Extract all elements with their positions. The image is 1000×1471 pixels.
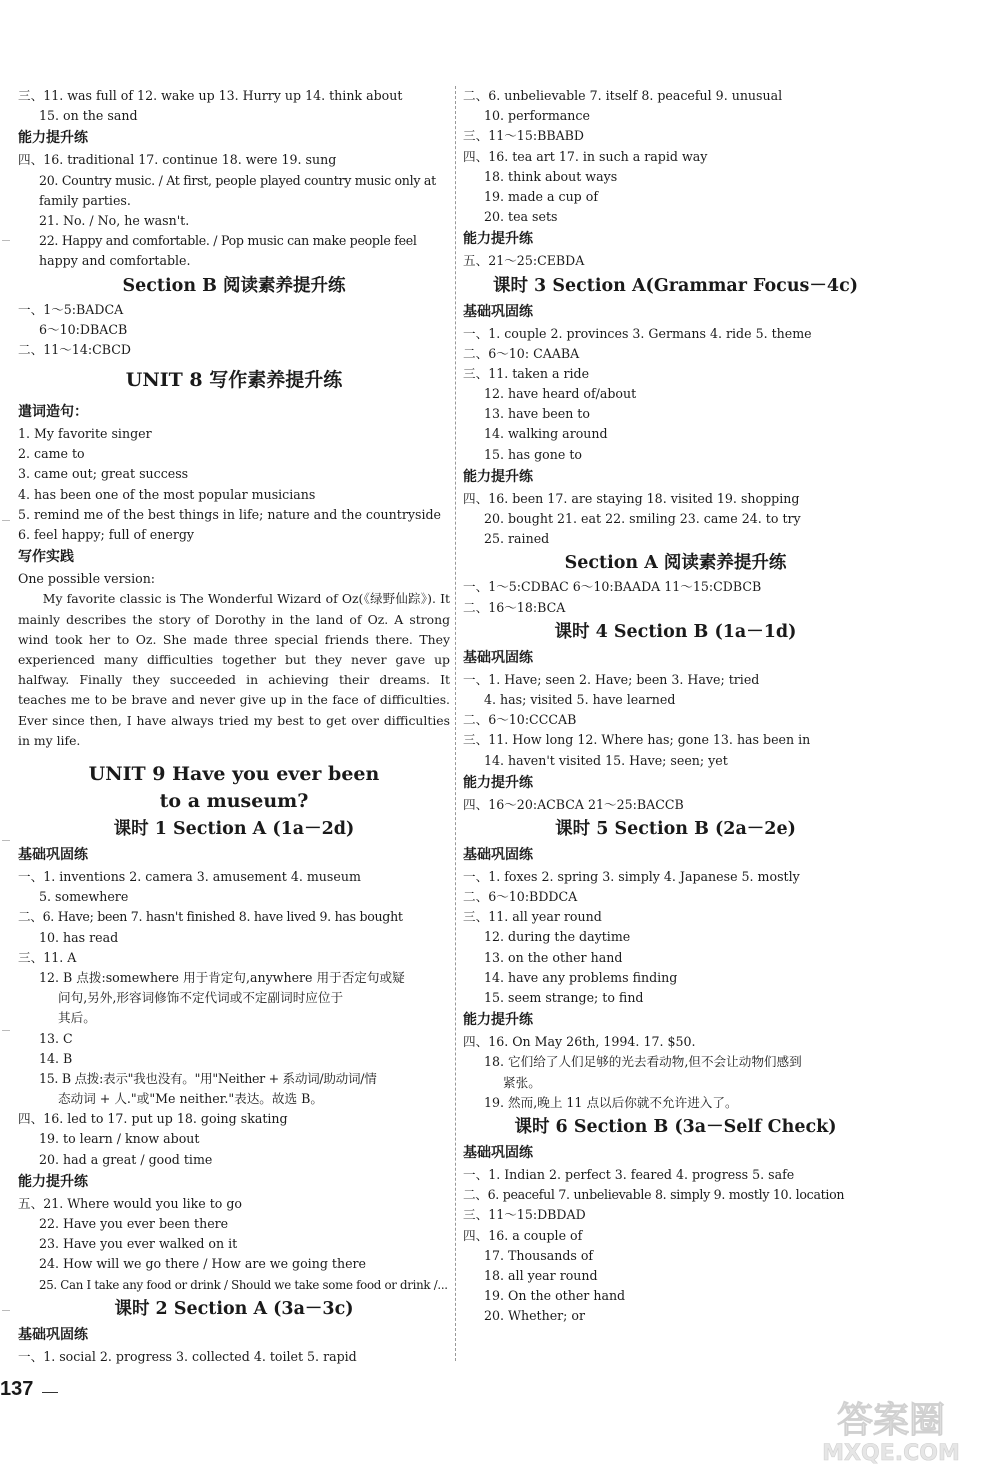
answer-line: 22. Happy and comfortable. / Pop music can make people feel	[39, 233, 417, 249]
answer-line: 一、1～5:BADCA	[18, 301, 124, 317]
answer-line: 19. made a cup of	[484, 188, 598, 204]
answer-line: 三、11～15:DBDAD	[463, 1207, 586, 1223]
subsection-heading: 基础巩固练	[18, 847, 88, 863]
lesson-heading: 课时 6 Section B (3a－Self Check)	[514, 1116, 837, 1137]
column-divider	[455, 86, 456, 1361]
unit-heading: to a museum?	[159, 790, 309, 812]
answer-line: 20. tea sets	[484, 209, 558, 225]
subsection-heading: 能力提升练	[463, 774, 533, 791]
answer-line: 一、1. couple 2. provinces 3. Germans 4. ride 5. theme	[463, 325, 812, 341]
spine-mark	[2, 240, 10, 241]
answer-line: 二、6～10: CAABA	[463, 345, 580, 361]
answer-line: 14. have any problems finding	[484, 969, 678, 985]
subsection-heading: 写作实践	[18, 549, 74, 566]
subsection-heading: 能力提升练	[18, 130, 88, 147]
subsection-heading: 基础巩固练	[463, 1144, 533, 1161]
answer-line: 三、11～15:BBABD	[463, 128, 585, 144]
answer-line: 18. think about ways	[484, 168, 618, 184]
answer-line: 17. Thousands of	[484, 1247, 594, 1263]
page-number: 137	[0, 1378, 34, 1400]
answer-line: 五、21. Where would you like to go	[18, 1195, 243, 1211]
answer-line: 18. 它们给了人们足够的光去看动物,但不会让动物们感到	[484, 1054, 802, 1070]
spine-mark	[2, 1310, 10, 1311]
answer-line: 20. Whether; or	[484, 1308, 586, 1324]
answer-line: 二、6～10:CCCAB	[463, 712, 577, 728]
answer-line: 2. came to	[18, 446, 85, 462]
subsection-heading: 能力提升练	[463, 231, 533, 248]
answer-line: 四、16. On May 26th, 1994. 17. $50.	[463, 1034, 696, 1050]
answer-line: 二、6. Have; been 7. hasn't finished 8. have lived 9. has bought	[18, 909, 403, 925]
answer-line: 14. haven't visited 15. Have; seen; yet	[484, 752, 728, 768]
answer-line: 二、16～18:BCA	[463, 599, 566, 615]
watermark-logo	[806, 1390, 976, 1465]
answer-line: 三、11. all year round	[463, 909, 602, 925]
answer-line: 25. rained	[484, 531, 550, 547]
subsection-heading: 遣词造句：	[18, 404, 88, 421]
answer-line: 12. have heard of/about	[484, 386, 637, 402]
answer-line: 三、11. A	[18, 949, 77, 965]
answer-line: One possible version:	[18, 571, 156, 587]
answer-line: 24. How will we go there / How are we going there	[39, 1256, 366, 1272]
answer-line: 22. Have you ever been there	[39, 1216, 229, 1231]
answer-line: 五、21～25:CEBDA	[463, 253, 585, 269]
answer-line: 10. has read	[39, 929, 119, 945]
answer-line: 15. has gone to	[484, 446, 582, 462]
lesson-heading: 课时 2 Section A (3a－3c)	[114, 1298, 354, 1319]
answer-line: happy and comfortable.	[39, 253, 191, 269]
answer-line: 15. seem strange; to find	[484, 990, 644, 1005]
answer-line: 19. On the other hand	[484, 1288, 626, 1304]
answer-line: 23. Have you ever walked on it	[39, 1236, 238, 1252]
answer-line: 3. came out; great success	[18, 466, 189, 482]
answer-line: 三、11. taken a ride	[463, 365, 590, 381]
answer-line: 13. have been to	[484, 406, 590, 422]
answer-line: 问句,另外,形容词修饰不定代词或不定副词时应位于	[58, 990, 344, 1006]
answer-line: 4. has; visited 5. have learned	[484, 691, 676, 707]
answer-line: 一、1. Have; seen 2. Have; been 3. Have; tried	[463, 671, 760, 687]
right-column	[463, 86, 888, 1326]
answer-line: 12. B 点拨:somewhere 用于肯定句,anywhere 用于否定句或疑	[39, 969, 405, 985]
subsection-heading: 基础巩固练	[18, 1326, 88, 1343]
lesson-heading: 课时 5 Section B (2a－2e)	[555, 818, 796, 839]
answer-line: 15. B 点拨:表示"我也没有。"用"Neither + 系动词/助动词/情	[39, 1070, 377, 1086]
answer-line: 紧张。	[503, 1074, 541, 1090]
answer-line: family parties.	[39, 192, 131, 208]
answer-line: 14. walking around	[484, 426, 608, 442]
subsection-heading: 基础巩固练	[463, 303, 533, 320]
answer-line: 一、1. Indian 2. perfect 3. feared 4. progress 5. safe	[463, 1166, 795, 1182]
answer-line: 四、16. traditional 17. continue 18. were 19. sung	[18, 152, 337, 168]
answer-line: 18. all year round	[484, 1267, 598, 1283]
answer-line: 25. Can I take any food or drink / Should we take some food or drink /...	[39, 1277, 448, 1292]
section-heading: Section A 阅读素养提升练	[564, 553, 787, 574]
answer-line: 二、6. peaceful 7. unbelievable 8. simply 9. mostly 10. location	[463, 1187, 845, 1203]
sample-essay	[18, 589, 450, 751]
left-column	[18, 86, 450, 1367]
answer-line: 一、1. social 2. progress 3. collected 4. toilet 5. rapid	[18, 1348, 357, 1364]
answer-line: 20. bought 21. eat 22. smiling 23. came 24. to try	[484, 511, 801, 526]
page-number-rule	[42, 1392, 58, 1393]
answer-line: 四、16. a couple of	[463, 1227, 583, 1243]
answer-line: 四、16. tea art 17. in such a rapid way	[463, 148, 708, 164]
answer-line: 6～10:DBACB	[39, 321, 128, 337]
answer-line: 14. B	[39, 1050, 73, 1066]
watermark-domain: MXQE.COM	[822, 1441, 960, 1465]
answer-line: 二、6. unbelievable 7. itself 8. peaceful 9. unusual	[463, 88, 783, 103]
subsection-heading: 能力提升练	[463, 1012, 533, 1029]
essay-text: My favorite classic is The Wonderful Wizard of Oz(《绿野仙踪》). It mainly describes the story of Dorothy in the land of Oz. A strong wind took her to Oz. She made three special friends there. They experienced many difficulties together but they never gave up halfway. Finally they succeeded in achieving their dreams. It teaches me to be brave and never give up in the face of difficulties. Ever since then, I have always tried my best to get over difficulties in my life.	[18, 591, 450, 748]
answer-line: 13. C	[39, 1030, 73, 1046]
answer-line: 态动词 + 人."或"Me neither."表达。故选 B。	[58, 1091, 323, 1107]
answer-line: 20. Country music. / At first, people played country music only at	[39, 172, 436, 188]
subsection-heading: 基础巩固练	[463, 649, 533, 666]
answer-line: 12. during the daytime	[484, 929, 631, 945]
lesson-heading: 课时 1 Section A (1a－2d)	[113, 819, 355, 839]
answer-line: 三、11. was full of 12. wake up 13. Hurry up 14. think about	[18, 88, 403, 103]
spine-mark	[2, 520, 10, 521]
answer-line: 一、1～5:CDBAC 6～10:BAADA 11～15:CDBCB	[463, 579, 762, 595]
answer-line: 一、1. foxes 2. spring 3. simply 4. Japanese 5. mostly	[463, 868, 800, 884]
lesson-heading: 课时 3 Section A(Grammar Focus－4c)	[492, 275, 859, 296]
answer-line: 四、16～20:ACBCA 21～25:BACCB	[463, 796, 684, 812]
answer-line: 21. No. / No, he wasn't.	[39, 212, 190, 228]
answer-line: 13. on the other hand	[484, 949, 623, 965]
unit-heading: UNIT 9 Have you ever been	[88, 763, 380, 785]
answer-line: 三、11. How long 12. Where has; gone 13. has been in	[463, 732, 811, 748]
answer-line: 其后。	[58, 1010, 96, 1026]
answer-line: 10. performance	[484, 108, 590, 124]
answer-line: 一、1. inventions 2. camera 3. amusement 4. museum	[18, 869, 361, 884]
lesson-heading: 课时 4 Section B (1a－1d)	[554, 621, 797, 642]
answer-line: 5. remind me of the best things in life; nature and the countryside	[18, 506, 441, 522]
answer-line: 5. somewhere	[39, 889, 129, 905]
unit-heading: UNIT 8 写作素养提升练	[125, 369, 343, 392]
answer-line: 6. feel happy; full of energy	[18, 527, 195, 542]
spine-mark	[2, 840, 10, 841]
answer-line: 19. 然而,晚上 11 点以后你就不允许进入了。	[484, 1094, 738, 1110]
answer-line: 二、11～14:CBCD	[18, 341, 131, 357]
answer-line: 15. on the sand	[39, 108, 138, 124]
answer-line: 四、16. led to 17. put up 18. going skating	[18, 1111, 288, 1127]
section-heading: Section B 阅读素养提升练	[122, 275, 346, 296]
watermark-text: 答案圈	[836, 1400, 946, 1441]
answer-line: 4. has been one of the most popular musicians	[18, 486, 316, 502]
answer-line: 四、16. been 17. are staying 18. visited 19. shopping	[463, 490, 800, 506]
answer-line: 20. had a great / good time	[39, 1151, 213, 1167]
answer-line: 二、6～10:BDDCA	[463, 889, 578, 905]
answer-line: 19. to learn / know about	[39, 1131, 200, 1147]
subsection-heading: 基础巩固练	[463, 846, 533, 863]
subsection-heading: 能力提升练	[463, 468, 533, 485]
answer-line: 1. My favorite singer	[18, 426, 152, 442]
spine-mark	[2, 1030, 10, 1031]
subsection-heading: 能力提升练	[18, 1173, 88, 1190]
